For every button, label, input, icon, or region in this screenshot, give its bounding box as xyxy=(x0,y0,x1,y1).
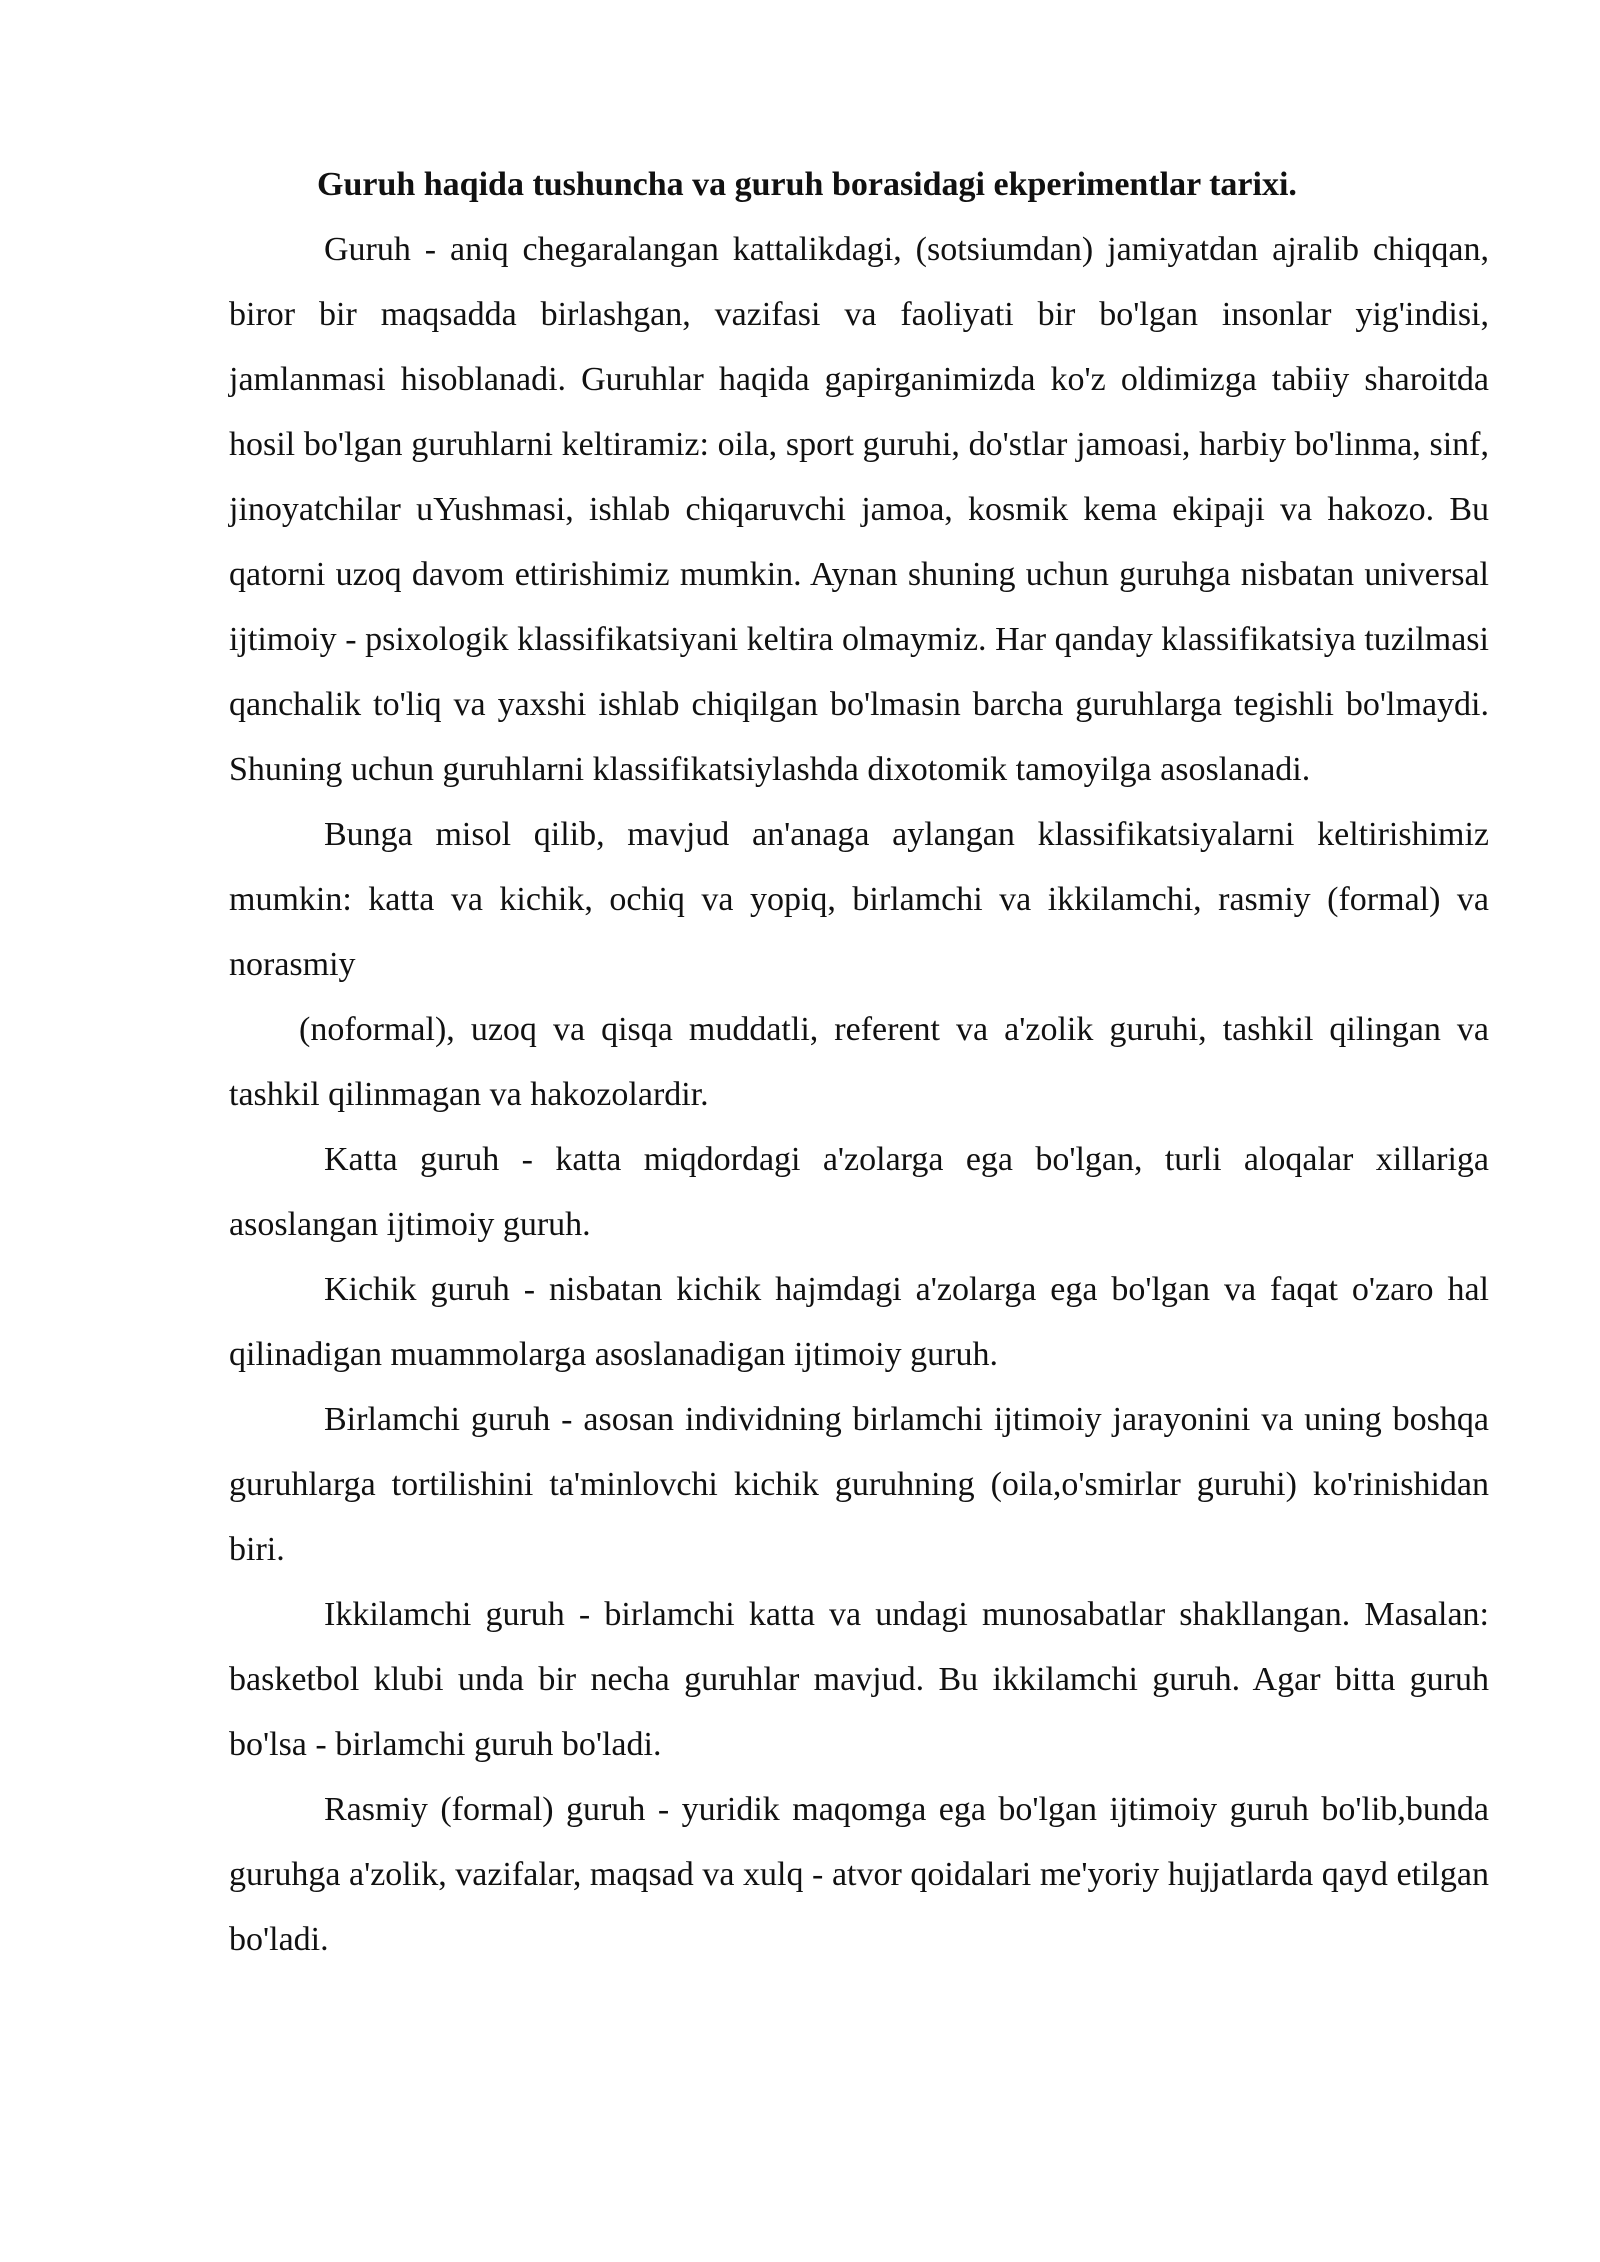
document-title: Guruh haqida tushuncha va guruh borasidagi ekperimentlar tarixi. xyxy=(317,166,1297,203)
paragraph-classification-continued: (noformal), uzoq va qisqa muddatli, referent va a'zolik guruhi, tashkil qilingan va tashkil qilinmagan va hakozolardir. xyxy=(229,1011,1489,1113)
paragraph-group-definition: Guruh - aniq chegaralangan kattalikdagi, (sotsiumdan) jamiyatdan ajralib chiqqan, biror bir maqsadda birlashgan, vazifasi va faoliyati bir bo'lgan insonlar yig'indisi, jamlanmasi hisoblanadi. Guruhlar haqida gapirganimizda ko'z oldimizga tabiiy sharoitda hosil bo'lgan guruhlarni keltiramiz: oila, sport guruhi, do'stlar jamoasi, harbiy bo'linma, sinf, jinoyatchilar uYushmasi, ishlab chiqaruvchi jamoa, kosmik kema ekipaji va hakozo. Bu qatorni uzoq davom ettirishimiz mumkin. Aynan shuning uchun guruhga nisbatan universal ijtimoiy - psixologik klassifikatsiyani keltira olmaymiz. Har qanday klassifikatsiya tuzilmasi qanchalik to'liq va yaxshi ishlab chiqilgan bo'lmasin barcha guruhlarga tegishli bo'lmaydi. Shuning uchun guruhlarni klassifikatsiylashda dixotomik tamoyilga asoslanadi. xyxy=(229,231,1489,788)
paragraph-small-group: Kichik guruh - nisbatan kichik hajmdagi a'zolarga ega bo'lgan va faqat o'zaro hal qilinadigan muammolarga asoslanadigan ijtimoiy guruh. xyxy=(229,1271,1489,1373)
paragraph-classification-examples: Bunga misol qilib, mavjud an'anaga aylangan klassifikatsiyalarni keltirishimiz mumkin: katta va kichik, ochiq va yopiq, birlamchi va ikkilamchi, rasmiy (formal) va norasmiy xyxy=(229,816,1489,983)
paragraph-primary-group: Birlamchi guruh - asosan individning birlamchi ijtimoiy jarayonini va uning boshqa guruhlarga tortilishini ta'minlovchi kichik guruhning (oila,o'smirlar guruhi) ko'rinishidan biri. xyxy=(229,1401,1489,1568)
paragraph-formal-group: Rasmiy (formal) guruh - yuridik maqomga ega bo'lgan ijtimoiy guruh bo'lib,bunda guruhga a'zolik, vazifalar, maqsad va xulq - atvor qoidalari me'yoriy hujjatlarda qayd etilgan bo'ladi. xyxy=(229,1791,1489,1958)
paragraph-secondary-group: Ikkilamchi guruh - birlamchi katta va undagi munosabatlar shakllangan. Masalan: basketbol klubi unda bir necha guruhlar mavjud. Bu ikkilamchi guruh. Agar bitta guruh bo'lsa - birlamchi guruh bo'ladi. xyxy=(229,1596,1489,1763)
paragraph-large-group: Katta guruh - katta miqdordagi a'zolarga ega bo'lgan, turli aloqalar xillariga asoslangan ijtimoiy guruh. xyxy=(229,1141,1489,1243)
document-page xyxy=(229,152,1489,1972)
